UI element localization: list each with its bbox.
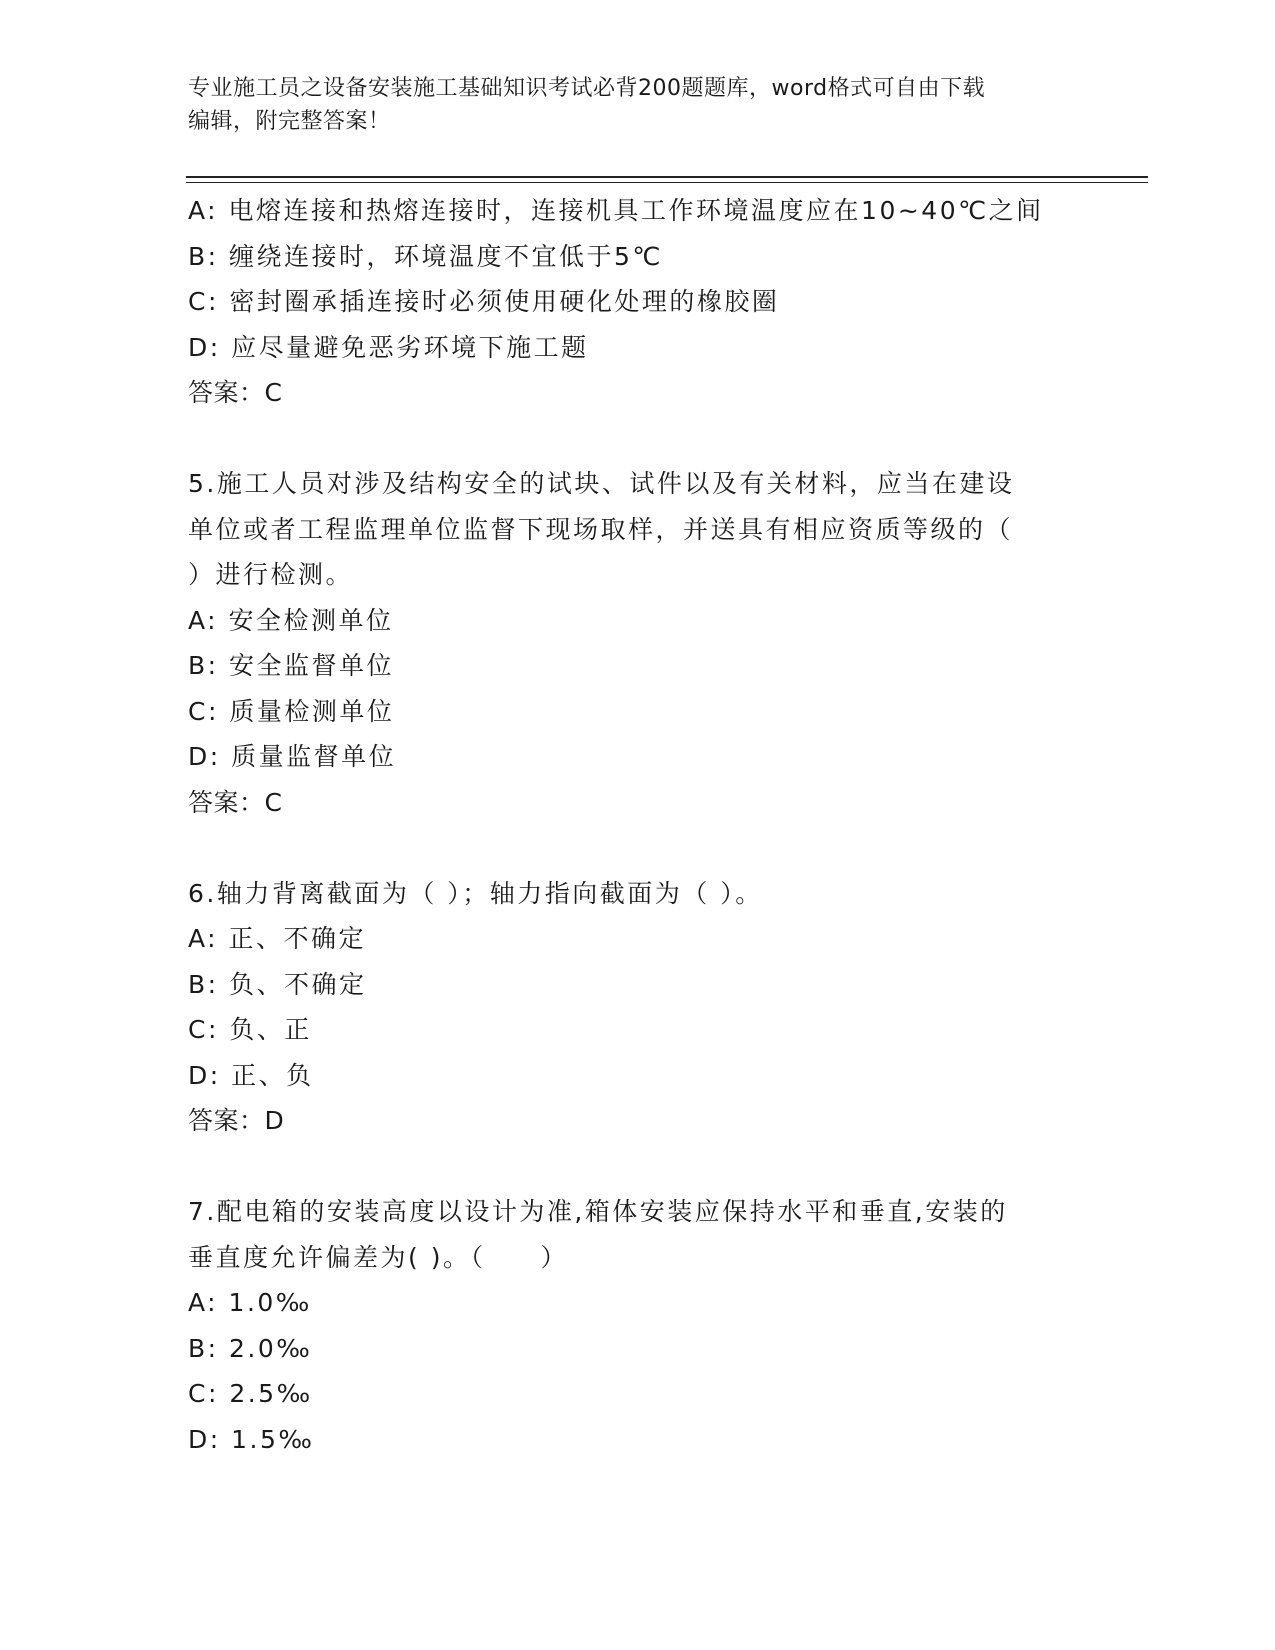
header-divider-thin xyxy=(186,182,1148,183)
spacer xyxy=(188,416,1068,462)
document-header xyxy=(188,72,1068,138)
q6-option-c: C: 负、正 xyxy=(188,1015,312,1044)
q7-option-b: B: 2.0‰ xyxy=(188,1333,313,1363)
q5-option-b: B: 安全监督单位 xyxy=(188,651,395,680)
q5-text-line-2: 单位或者工程监理单位监督下现场取样，并送具有相应资质等级的（ xyxy=(188,514,1014,544)
question-5 xyxy=(188,461,1068,825)
q4-option-a: A: 电熔连接和热熔连接时，连接机具工作环境温度应在10~40℃之间 xyxy=(188,196,1044,225)
header-divider-thick xyxy=(186,176,1148,178)
spacer xyxy=(188,1144,1068,1190)
q6-option-b: B: 负、不确定 xyxy=(188,969,367,999)
q7-text-line-1: 7.配电箱的安装高度以设计为准,箱体安装应保持水平和垂直,安装的 xyxy=(188,1197,1008,1226)
q4-option-b: B: 缠绕连接时，环境温度不宜低于5℃ xyxy=(188,241,664,271)
q6-text-line-1: 6.轴力背离截面为（ ）；轴力指向截面为（ ）。 xyxy=(188,878,763,908)
q5-option-c: C: 质量检测单位 xyxy=(188,696,395,726)
q7-text-line-2: 垂直度允许偏差为( )。（ ） xyxy=(188,1242,568,1272)
q6-option-a: A: 正、不确定 xyxy=(188,924,367,953)
q7-option-a: A: 1.0‰ xyxy=(188,1288,312,1317)
q4-option-c: C: 密封圈承插连接时必须使用硬化处理的橡胶圈 xyxy=(188,287,780,316)
q5-answer: 答案：C xyxy=(188,787,283,817)
question-7 xyxy=(188,1189,1068,1462)
question-6 xyxy=(188,871,1068,1144)
spacer xyxy=(188,825,1068,871)
header-title-line-2: 编辑，附完整答案！ xyxy=(188,109,391,134)
q5-text-line-3: ）进行检测。 xyxy=(188,560,354,589)
q5-option-d: D: 质量监督单位 xyxy=(188,742,397,771)
question-content xyxy=(188,188,1068,1462)
q4-answer: 答案：C xyxy=(188,378,283,407)
q6-option-d: D: 正、负 xyxy=(188,1060,314,1090)
question-4 xyxy=(188,188,1068,416)
header-title-line-1: 专业施工员之设备安装施工基础知识考试必背200题题库，word格式可自由下载 xyxy=(188,76,986,101)
q7-option-c: C: 2.5‰ xyxy=(188,1379,313,1408)
q5-text-line-1: 5.施工人员对涉及结构安全的试块、试件以及有关材料，应当在建设 xyxy=(188,469,1015,498)
q5-option-a: A: 安全检测单位 xyxy=(188,605,394,635)
q7-option-d: D: 1.5‰ xyxy=(188,1424,315,1454)
q6-answer: 答案：D xyxy=(188,1106,285,1135)
q4-option-d: D: 应尽量避免恶劣环境下施工题 xyxy=(188,332,589,362)
